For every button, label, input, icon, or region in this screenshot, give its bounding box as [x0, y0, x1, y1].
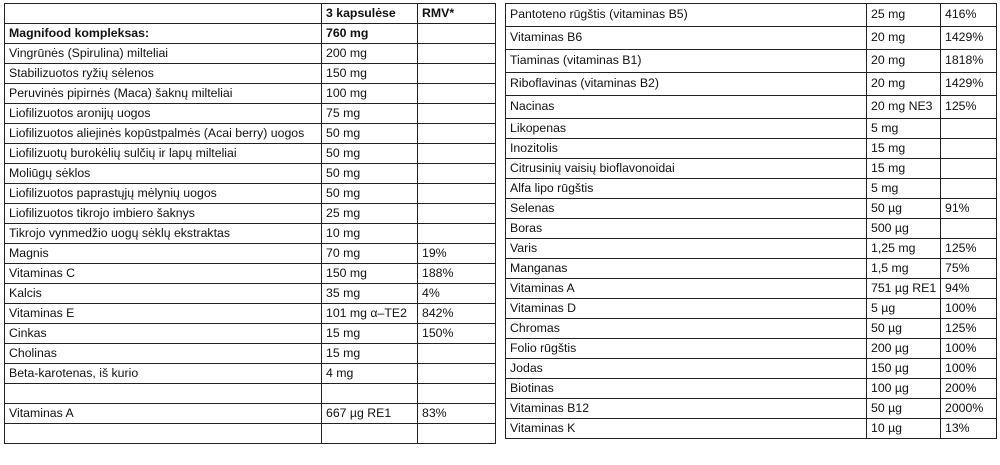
right-nutrient-table [505, 3, 997, 439]
header-name-cell [5, 4, 322, 24]
row-rmv-cell: 75% [941, 259, 997, 279]
row-rmv-cell: 91% [941, 199, 997, 219]
row-amount-cell: 4 mg [322, 364, 418, 384]
table-row [506, 239, 997, 259]
left-nutrient-table [4, 3, 496, 444]
row-name-cell: Selenas [506, 199, 867, 219]
row-rmv-cell: 188% [418, 264, 496, 284]
table-row [506, 319, 997, 339]
row-rmv-cell [941, 159, 997, 179]
row-rmv-cell [418, 424, 496, 444]
row-name-cell: Jodas [506, 359, 867, 379]
row-rmv-cell [418, 164, 496, 184]
row-name-cell: Riboflavinas (vitaminas B2) [506, 73, 867, 96]
row-rmv-cell [941, 179, 997, 199]
table-row [506, 219, 997, 239]
table-row [5, 224, 496, 244]
row-name-cell: Magnis [5, 244, 322, 264]
row-amount-cell: 75 mg [322, 104, 418, 124]
row-amount-cell: 15 mg [867, 159, 941, 179]
row-amount-cell: 25 mg [322, 204, 418, 224]
row-amount-cell: 20 mg NE3 [867, 96, 941, 119]
row-name-cell: Vingrūnės (Spirulina) milteliai [5, 44, 322, 64]
row-amount-cell: 50 µg [867, 319, 941, 339]
row-amount-cell: 5 mg [867, 179, 941, 199]
row-amount-cell: 10 mg [322, 224, 418, 244]
row-amount-cell: 35 mg [322, 284, 418, 304]
table-row [5, 24, 496, 44]
table-row [5, 284, 496, 304]
row-name-cell: Tikrojo vynmedžio uogų sėklų ekstraktas [5, 224, 322, 244]
row-name-cell: Folio rūgštis [506, 339, 867, 359]
row-rmv-cell [418, 364, 496, 384]
row-rmv-cell: 125% [941, 319, 997, 339]
row-rmv-cell: 150% [418, 324, 496, 344]
row-rmv-cell: 94% [941, 279, 997, 299]
row-rmv-cell [418, 104, 496, 124]
row-rmv-cell: 1429% [941, 73, 997, 96]
table-row [506, 379, 997, 399]
row-name-cell: Vitaminas A [5, 404, 322, 424]
row-amount-cell: 100 mg [322, 84, 418, 104]
row-name-cell: Vitaminas D [506, 299, 867, 319]
table-row [5, 384, 496, 404]
row-rmv-cell: 125% [941, 96, 997, 119]
row-name-cell: Magnifood kompleksas: [5, 24, 322, 44]
row-name-cell: Stabilizuotos ryžių sėlenos [5, 64, 322, 84]
row-amount-cell: 50 mg [322, 144, 418, 164]
table-row [506, 27, 997, 50]
row-name-cell: Citrusinių vaisių bioflavonoidai [506, 159, 867, 179]
row-amount-cell: 1,5 mg [867, 259, 941, 279]
row-name-cell: Pantoteno rūgštis (vitaminas B5) [506, 4, 867, 27]
row-name-cell: Varis [506, 239, 867, 259]
row-amount-cell: 150 mg [322, 64, 418, 84]
table-row [5, 264, 496, 284]
table-row [506, 199, 997, 219]
row-rmv-cell: 416% [941, 4, 997, 27]
row-name-cell [5, 424, 322, 444]
table-row [506, 119, 997, 139]
table-row [5, 204, 496, 224]
row-amount-cell: 667 µg RE1 [322, 404, 418, 424]
left-header-row [5, 4, 496, 24]
row-amount-cell [322, 424, 418, 444]
row-name-cell: Nacinas [506, 96, 867, 119]
table-row [506, 399, 997, 419]
row-amount-cell: 50 mg [322, 184, 418, 204]
row-amount-cell: 20 mg [867, 27, 941, 50]
row-name-cell: Tiaminas (vitaminas B1) [506, 50, 867, 73]
row-amount-cell: 1,25 mg [867, 239, 941, 259]
row-name-cell: Vitaminas E [5, 304, 322, 324]
row-rmv-cell [418, 204, 496, 224]
table-row [506, 419, 997, 439]
row-amount-cell: 150 mg [322, 264, 418, 284]
row-amount-cell: 101 mg α–TE2 [322, 304, 418, 324]
row-rmv-cell: 100% [941, 299, 997, 319]
row-amount-cell: 10 µg [867, 419, 941, 439]
row-name-cell: Liofilizuotos aronijų uogos [5, 104, 322, 124]
row-amount-cell: 15 mg [322, 324, 418, 344]
row-name-cell: Alfa lipo rūgštis [506, 179, 867, 199]
row-amount-cell: 751 µg RE1 [867, 279, 941, 299]
table-row [506, 139, 997, 159]
table-row [5, 44, 496, 64]
table-row [5, 424, 496, 444]
row-amount-cell: 500 µg [867, 219, 941, 239]
row-amount-cell: 200 mg [322, 44, 418, 64]
row-rmv-cell: 1818% [941, 50, 997, 73]
row-rmv-cell [418, 64, 496, 84]
table-row [506, 359, 997, 379]
table-row [5, 64, 496, 84]
row-name-cell: Boras [506, 219, 867, 239]
table-row [5, 304, 496, 324]
row-name-cell: Liofilizuotos paprastųjų mėlynių uogos [5, 184, 322, 204]
row-rmv-cell [418, 124, 496, 144]
row-rmv-cell [418, 144, 496, 164]
row-name-cell: Inozitolis [506, 139, 867, 159]
row-rmv-cell: 19% [418, 244, 496, 264]
table-row [5, 404, 496, 424]
table-row [506, 96, 997, 119]
row-rmv-cell [418, 84, 496, 104]
row-amount-cell: 50 µg [867, 399, 941, 419]
row-amount-cell: 70 mg [322, 244, 418, 264]
row-name-cell: Moliūgų sėklos [5, 164, 322, 184]
table-row [506, 279, 997, 299]
row-name-cell: Peruvinės pipirnės (Maca) šaknų milteliai [5, 84, 322, 104]
table-row [506, 339, 997, 359]
table-row [506, 159, 997, 179]
row-amount-cell: 25 mg [867, 4, 941, 27]
row-amount-cell: 50 mg [322, 164, 418, 184]
row-name-cell: Likopenas [506, 119, 867, 139]
table-row [506, 259, 997, 279]
row-rmv-cell: 100% [941, 339, 997, 359]
row-name-cell: Liofilizuotos aliejinės kopūstpalmės (Acai berry) uogos [5, 124, 322, 144]
header-amount-cell: 3 kapsulėse [322, 4, 418, 24]
row-name-cell: Cinkas [5, 324, 322, 344]
row-rmv-cell [941, 139, 997, 159]
table-row [5, 124, 496, 144]
row-rmv-cell [418, 344, 496, 364]
table-row [5, 344, 496, 364]
right-table-body [506, 4, 997, 439]
row-name-cell: Vitaminas A [506, 279, 867, 299]
row-rmv-cell: 2000% [941, 399, 997, 419]
table-row [5, 84, 496, 104]
row-name-cell [5, 384, 322, 404]
row-name-cell: Chromas [506, 319, 867, 339]
table-row [506, 299, 997, 319]
row-rmv-cell: 842% [418, 304, 496, 324]
row-rmv-cell [941, 219, 997, 239]
row-amount-cell [322, 384, 418, 404]
table-row [506, 4, 997, 27]
row-rmv-cell [418, 224, 496, 244]
row-amount-cell: 150 µg [867, 359, 941, 379]
table-row [5, 164, 496, 184]
row-rmv-cell: 83% [418, 404, 496, 424]
row-rmv-cell: 4% [418, 284, 496, 304]
row-rmv-cell: 1429% [941, 27, 997, 50]
table-row [5, 244, 496, 264]
row-amount-cell: 20 mg [867, 50, 941, 73]
table-row [506, 50, 997, 73]
row-rmv-cell [418, 384, 496, 404]
row-amount-cell: 15 mg [322, 344, 418, 364]
row-name-cell: Vitaminas B6 [506, 27, 867, 50]
row-amount-cell: 5 mg [867, 119, 941, 139]
row-name-cell: Liofilizuotos tikrojo imbiero šaknys [5, 204, 322, 224]
row-name-cell: Beta-karotenas, iš kurio [5, 364, 322, 384]
row-amount-cell: 50 µg [867, 199, 941, 219]
table-row [5, 324, 496, 344]
row-name-cell: Cholinas [5, 344, 322, 364]
row-name-cell: Vitaminas B12 [506, 399, 867, 419]
row-name-cell: Vitaminas C [5, 264, 322, 284]
row-amount-cell: 5 µg [867, 299, 941, 319]
row-name-cell: Kalcis [5, 284, 322, 304]
row-amount-cell: 100 µg [867, 379, 941, 399]
row-name-cell: Biotinas [506, 379, 867, 399]
row-amount-cell: 20 mg [867, 73, 941, 96]
table-row [5, 104, 496, 124]
table-row [506, 179, 997, 199]
row-name-cell: Manganas [506, 259, 867, 279]
row-name-cell: Liofilizuotų burokėlių sulčių ir lapų milteliai [5, 144, 322, 164]
table-row [5, 144, 496, 164]
row-rmv-cell [418, 24, 496, 44]
row-amount-cell: 760 mg [322, 24, 418, 44]
row-rmv-cell: 13% [941, 419, 997, 439]
row-rmv-cell: 100% [941, 359, 997, 379]
left-table-body [5, 4, 496, 444]
row-rmv-cell: 125% [941, 239, 997, 259]
header-rmv-cell: RMV* [418, 4, 496, 24]
row-amount-cell: 50 mg [322, 124, 418, 144]
row-name-cell: Vitaminas K [506, 419, 867, 439]
table-row [506, 73, 997, 96]
row-rmv-cell: 200% [941, 379, 997, 399]
table-row [5, 184, 496, 204]
row-amount-cell: 15 mg [867, 139, 941, 159]
row-rmv-cell [418, 44, 496, 64]
row-rmv-cell [941, 119, 997, 139]
row-rmv-cell [418, 184, 496, 204]
table-row [5, 364, 496, 384]
row-amount-cell: 200 µg [867, 339, 941, 359]
